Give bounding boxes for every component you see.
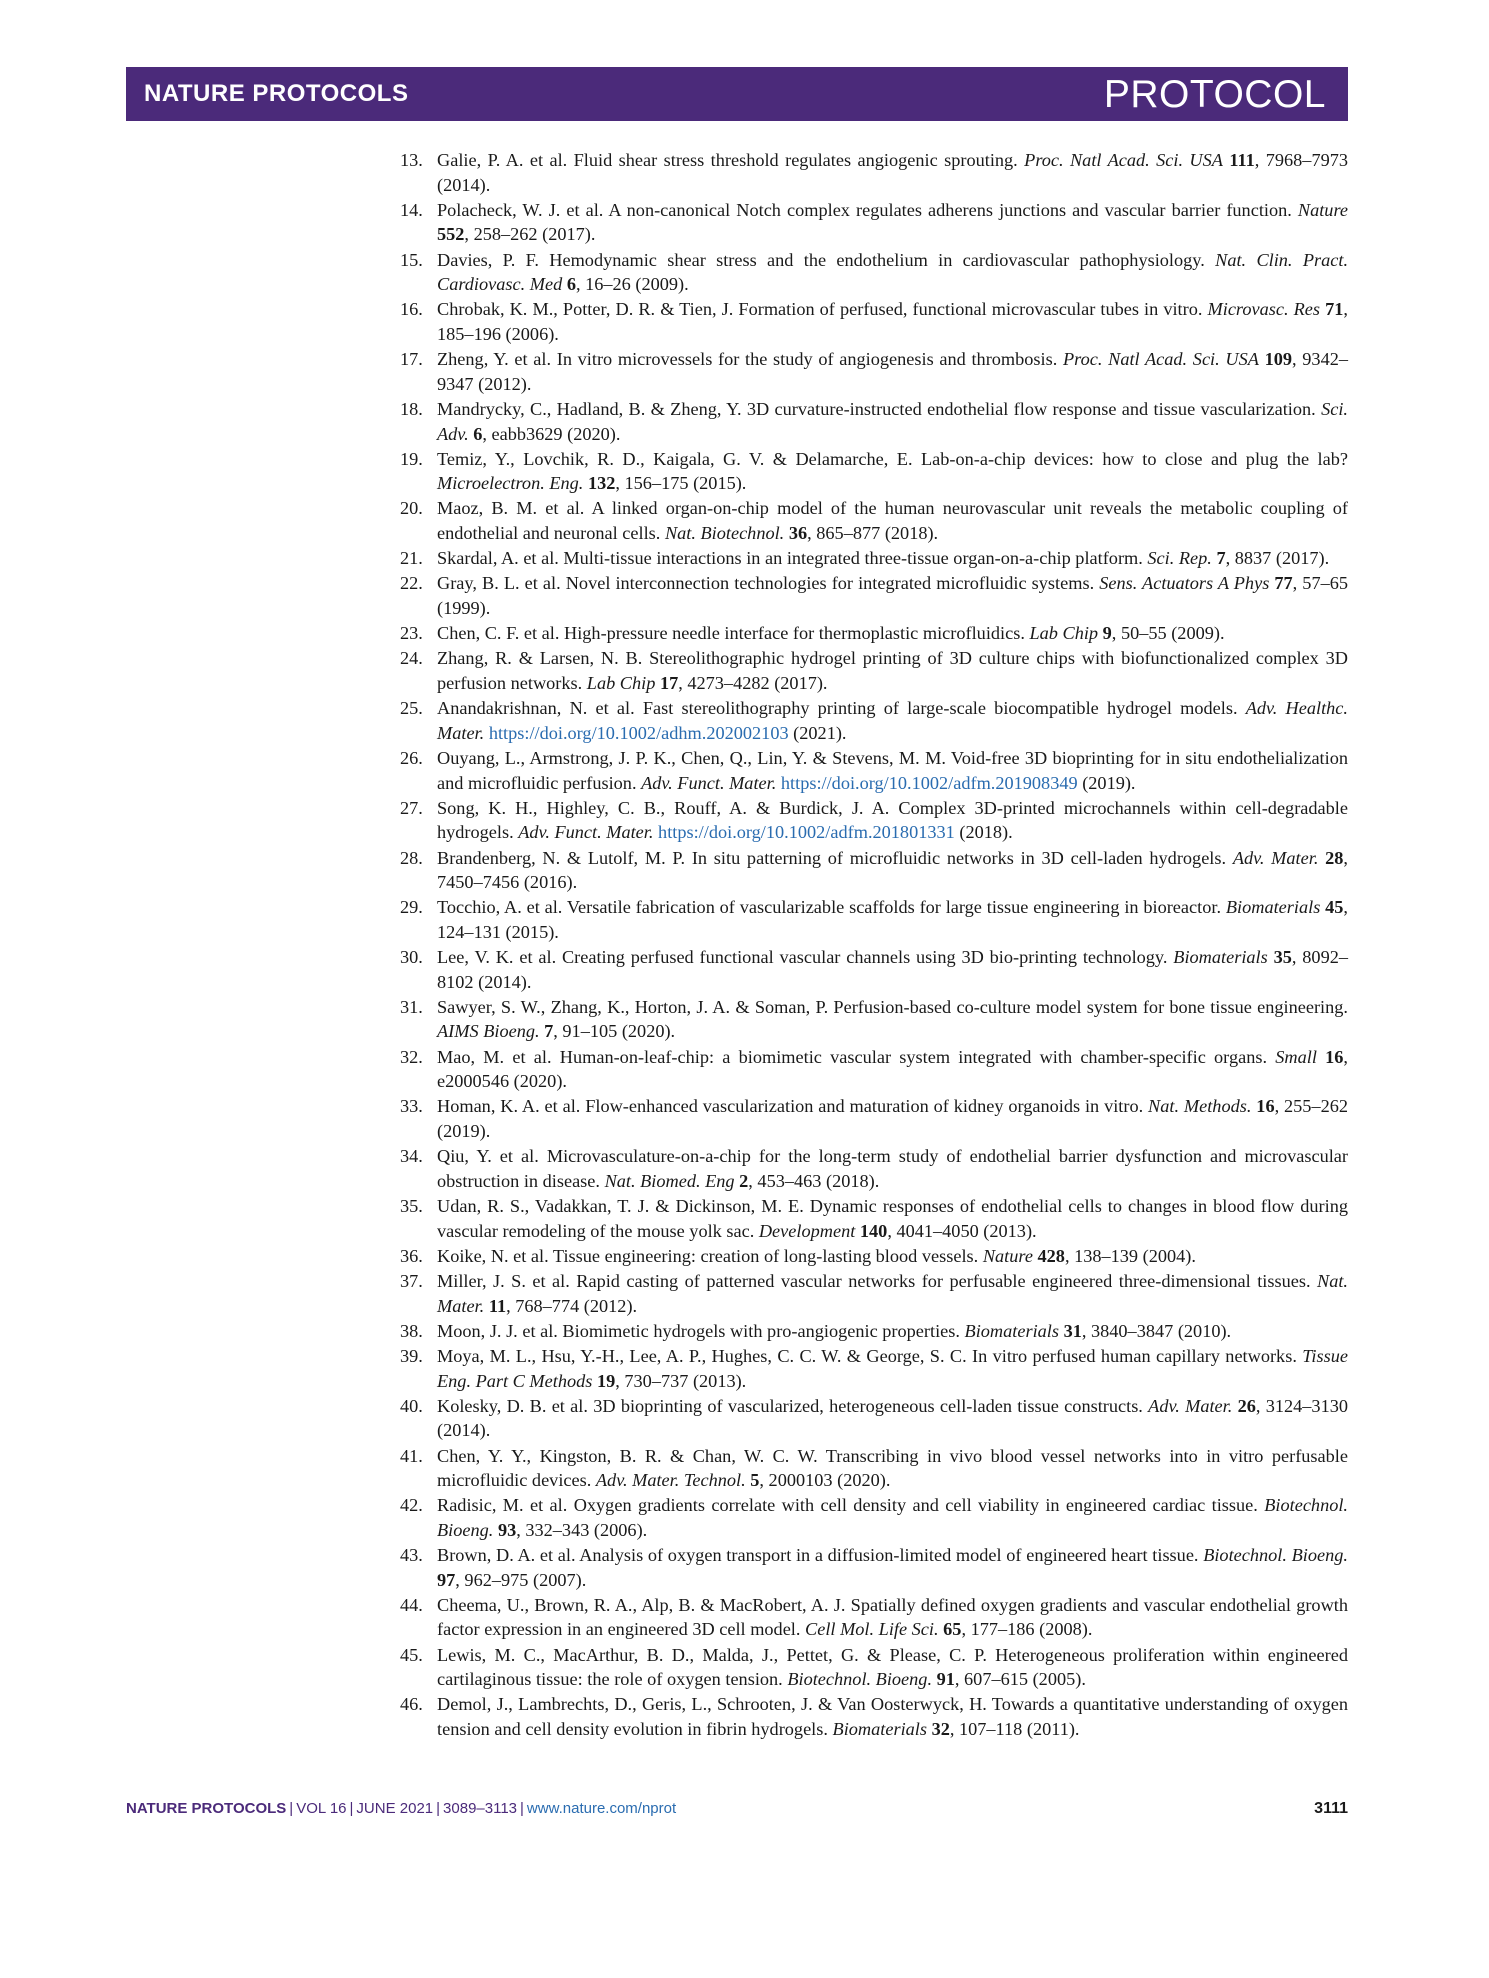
reference-pages-year: , 2000103 (2020). <box>759 1470 891 1491</box>
reference-volume: 111 <box>1229 150 1255 170</box>
reference-number: 32. <box>400 1046 423 1067</box>
reference-item <box>400 621 1348 646</box>
reference-volume: 5 <box>750 1470 760 1491</box>
reference-journal: Microvasc. Res <box>1207 299 1321 320</box>
reference-pages-year: (2021). <box>788 722 847 743</box>
reference-item <box>400 148 1348 197</box>
reference-authors-title: Ouyang, L., Armstrong, J. P. K., Chen, Q., Lin, Y. & Stevens, M. M. Void-free 3D bioprinting for in situ endothelialization and microfluidic perfusion. <box>437 747 1348 793</box>
reference-number: 40. <box>400 1395 423 1416</box>
reference-pages-year: , 258–262 (2017). <box>464 224 596 245</box>
reference-item <box>400 1643 1348 1692</box>
reference-journal: Sens. Actuators A Phys <box>1099 573 1270 594</box>
reference-pages-year: , 4273–4282 (2017). <box>678 673 828 693</box>
reference-pages-year: , 865–877 (2018). <box>807 523 939 544</box>
reference-number: 20. <box>400 498 423 519</box>
reference-item <box>400 796 1348 845</box>
reference-pages-year: , 8837 (2017). <box>1225 548 1330 569</box>
reference-volume: 26 <box>1237 1395 1256 1416</box>
reference-pages-year: , 4041–4050 (2013). <box>887 1220 1037 1241</box>
footer-pages: 3089–3113 <box>443 1800 518 1817</box>
reference-number: 22. <box>400 573 423 594</box>
reference-item <box>400 1493 1348 1542</box>
reference-journal: AIMS Bioeng. <box>437 1021 540 1042</box>
footer-separator: | <box>520 1800 524 1817</box>
reference-number: 16. <box>400 299 423 320</box>
reference-list <box>400 148 1348 1742</box>
reference-pages-year: , 453–463 (2018). <box>748 1170 880 1191</box>
reference-pages-year: , 607–615 (2005). <box>954 1669 1086 1690</box>
reference-number: 36. <box>400 1245 423 1266</box>
reference-volume: 2 <box>739 1170 749 1191</box>
reference-volume: 45 <box>1325 897 1344 918</box>
reference-item <box>400 1543 1348 1592</box>
reference-doi-link[interactable]: https://doi.org/10.1002/adhm.202002103 <box>488 722 789 743</box>
reference-number: 46. <box>400 1694 423 1715</box>
reference-authors-title: Kolesky, D. B. et al. 3D bioprinting of vascularized, heterogeneous cell-laden tissue constructs. <box>437 1395 1149 1416</box>
reference-journal: Biotechnol. Bioeng. <box>787 1669 933 1690</box>
reference-pages-year: , e2000546 (2020). <box>437 1046 1348 1092</box>
reference-journal: Nat. Methods. <box>1148 1096 1252 1117</box>
reference-journal: Proc. Natl Acad. Sci. USA <box>1024 150 1223 170</box>
reference-item <box>400 297 1348 346</box>
reference-volume: 19 <box>596 1370 616 1391</box>
reference-number: 43. <box>400 1545 423 1566</box>
reference-item <box>400 571 1348 620</box>
reference-number: 14. <box>400 199 423 220</box>
reference-authors-title: Demol, J., Lambrechts, D., Geris, L., Schrooten, J. & Van Oosterwyck, H. Towards a quantitative understanding of oxygen tension and cell density evolution in fibrin hydrogels. <box>437 1694 1348 1739</box>
reference-number: 30. <box>400 947 423 968</box>
reference-pages-year: , 107–118 (2011). <box>949 1719 1080 1739</box>
reference-journal: Proc. Natl Acad. Sci. USA <box>1063 349 1259 370</box>
reference-journal: Lab Chip <box>1029 623 1099 644</box>
reference-item <box>400 447 1348 496</box>
reference-volume: 71 <box>1325 299 1344 320</box>
reference-authors-title: Gray, B. L. et al. Novel interconnection technologies for integrated microfluidic systems. <box>437 573 1100 594</box>
reference-authors-title: Galie, P. A. et al. Fluid shear stress threshold regulates angiogenic sprouting. <box>437 150 1025 170</box>
reference-journal: Adv. Funct. Mater. <box>518 822 654 843</box>
reference-authors-title: Zheng, Y. et al. In vitro microvessels for the study of angiogenesis and thrombosis. <box>437 349 1063 370</box>
reference-volume: 17 <box>659 673 679 693</box>
reference-pages-year: , 185–196 (2006). <box>437 299 1348 344</box>
reference-journal: Development <box>758 1220 856 1241</box>
reference-pages-year: (2018). <box>954 822 1013 843</box>
reference-volume: 31 <box>1063 1320 1082 1341</box>
reference-journal: Small <box>1275 1046 1317 1067</box>
reference-authors-title: Anandakrishnan, N. et al. Fast stereolithography printing of large-scale biocompatible hydrogel models. <box>437 698 1246 719</box>
reference-authors-title: Udan, R. S., Vadakkan, T. J. & Dickinson, M. E. Dynamic responses of endothelial cells to changes in blood flow during vascular remodeling of the mouse yolk sac. <box>437 1196 1348 1241</box>
reference-journal: Adv. Mater. <box>1232 847 1319 868</box>
reference-authors-title: Temiz, Y., Lovchik, R. D., Kaigala, G. V. & Delamarche, E. Lab-on-a-chip devices: how to close and plug the lab? <box>437 448 1348 469</box>
reference-number: 18. <box>400 398 423 419</box>
reference-number: 13. <box>400 150 423 170</box>
reference-number: 25. <box>400 698 423 719</box>
footer-volume: VOL 16 <box>296 1800 347 1817</box>
footer-citation <box>126 1800 676 1817</box>
reference-volume: 97 <box>437 1569 456 1590</box>
reference-pages-year: , 7450–7456 (2016). <box>437 847 1348 893</box>
reference-number: 23. <box>400 623 423 644</box>
reference-volume: 32 <box>931 1719 950 1739</box>
reference-item <box>400 1692 1348 1741</box>
reference-number: 41. <box>400 1445 423 1466</box>
reference-volume: 16 <box>1256 1096 1275 1117</box>
reference-item <box>400 746 1348 795</box>
reference-number: 31. <box>400 996 423 1017</box>
reference-journal: Cell Mol. Life Sci. <box>805 1619 939 1640</box>
reference-journal: Tissue Eng. Part C Methods <box>437 1345 1348 1391</box>
reference-number: 24. <box>400 648 423 669</box>
reference-volume: 7 <box>1216 548 1226 569</box>
reference-pages-year: , eabb3629 (2020). <box>482 423 621 444</box>
reference-item <box>400 1593 1348 1642</box>
reference-authors-title: Lee, V. K. et al. Creating perfused functional vascular channels using 3D bio-printing technology. <box>437 947 1174 968</box>
reference-number: 15. <box>400 249 423 270</box>
reference-journal: Adv. Mater. <box>1148 1395 1233 1416</box>
reference-authors-title: Polacheck, W. J. et al. A non-canonical Notch complex regulates adherens junctions and vascular barrier function. <box>437 199 1298 220</box>
reference-item <box>400 1269 1348 1318</box>
reference-pages-year: , 124–131 (2015). <box>437 897 1348 942</box>
reference-volume: 28 <box>1325 847 1344 868</box>
reference-journal: Nat. Biomed. Eng <box>604 1170 735 1191</box>
reference-journal: Biomaterials <box>1173 947 1268 968</box>
reference-item <box>400 546 1348 571</box>
reference-item <box>400 945 1348 994</box>
reference-number: 37. <box>400 1270 423 1291</box>
reference-number: 38. <box>400 1320 423 1341</box>
reference-number: 33. <box>400 1096 423 1117</box>
reference-item <box>400 397 1348 446</box>
reference-number: 34. <box>400 1146 423 1167</box>
reference-item <box>400 1244 1348 1269</box>
reference-journal: Microelectron. Eng. <box>437 473 584 494</box>
reference-volume: 16 <box>1325 1046 1344 1067</box>
reference-number: 19. <box>400 448 423 469</box>
reference-item <box>400 846 1348 895</box>
reference-volume: 65 <box>943 1619 962 1640</box>
journal-header-bar <box>126 67 1348 121</box>
reference-number: 28. <box>400 847 423 868</box>
reference-authors-title: Skardal, A. et al. Multi-tissue interactions in an integrated three-tissue organ-on-a-chip platform. <box>437 548 1148 569</box>
footer-separator: | <box>349 1800 354 1817</box>
reference-pages-year: , 8092–8102 (2014). <box>437 947 1348 992</box>
reference-item <box>400 1094 1348 1143</box>
reference-journal: Nat. Clin. Pract. Cardiovasc. Med <box>437 249 1349 295</box>
reference-journal: Nature <box>1297 199 1348 220</box>
reference-authors-title: Qiu, Y. et al. Microvasculature-on-a-chip for the long-term study of endothelial barrier dysfunction and microvascular obstruction in disease. <box>437 1146 1348 1191</box>
reference-number: 45. <box>400 1644 423 1665</box>
reference-authors-title: Maoz, B. M. et al. A linked organ-on-chip model of the human neurovascular unit reveals the metabolic coupling of endothelial and neuronal cells. <box>437 498 1348 544</box>
reference-authors-title: Miller, J. S. et al. Rapid casting of patterned vascular networks for perfusable engineered three-dimensional tissues. <box>437 1270 1318 1291</box>
article-type: PROTOCOL <box>1103 72 1326 116</box>
reference-pages-year: , 3124–3130 (2014). <box>437 1395 1348 1441</box>
reference-number: 44. <box>400 1594 423 1615</box>
reference-authors-title: Homan, K. A. et al. Flow-enhanced vascularization and maturation of kidney organoids in vitro. <box>437 1096 1149 1117</box>
reference-volume: 77 <box>1274 573 1293 594</box>
reference-pages-year: , 3840–3847 (2010). <box>1081 1320 1232 1341</box>
reference-item <box>400 1394 1348 1443</box>
reference-pages-year: , 768–774 (2012). <box>506 1295 638 1316</box>
reference-item <box>400 995 1348 1044</box>
reference-pages-year: , 7968–7973 (2014). <box>437 150 1349 195</box>
reference-number: 17. <box>400 349 423 370</box>
reference-volume: 7 <box>544 1021 554 1042</box>
reference-pages-year: , 177–186 (2008). <box>961 1619 1093 1640</box>
reference-number: 42. <box>400 1495 423 1516</box>
journal-name: NATURE PROTOCOLS <box>144 80 409 107</box>
reference-authors-title: Sawyer, S. W., Zhang, K., Horton, J. A. & Soman, P. Perfusion-based co-culture model system for bone tissue engineering. <box>437 996 1348 1017</box>
reference-item <box>400 895 1348 944</box>
reference-authors-title: Chrobak, K. M., Potter, D. R. & Tien, J. Formation of perfused, functional microvascular tubes in vitro. <box>437 299 1208 320</box>
reference-journal: Adv. Funct. Mater. <box>641 772 777 793</box>
reference-authors-title: Lewis, M. C., MacArthur, B. D., Malda, J., Pettet, G. & Please, C. P. Heterogeneous proliferation within engineered cartilaginous tissue: the role of oxygen tension. <box>437 1644 1348 1690</box>
reference-pages-year: , 332–343 (2006). <box>516 1519 648 1540</box>
reference-volume: 109 <box>1264 349 1293 370</box>
reference-journal: Biomaterials <box>832 1719 927 1739</box>
reference-authors-title: Cheema, U., Brown, R. A., Alp, B. & MacRobert, A. J. Spatially defined oxygen gradients and vascular endothelial growth factor expression in an engineered 3D cell model. <box>437 1594 1348 1640</box>
reference-authors-title: Song, K. H., Highley, C. B., Rouff, A. & Burdick, J. A. Complex 3D-printed microchannels within cell-degradable hydrogels. <box>437 797 1348 843</box>
reference-journal: Sci. Adv. <box>437 398 1348 444</box>
reference-item <box>400 1319 1348 1344</box>
reference-journal: Lab Chip <box>586 673 656 693</box>
reference-authors-title: Chen, C. F. et al. High-pressure needle interface for thermoplastic microfluidics. <box>437 623 1030 644</box>
reference-authors-title: Mao, M. et al. Human-on-leaf-chip: a biomimetic vascular system integrated with chamber-specific organs. <box>437 1046 1276 1067</box>
reference-volume: 6 <box>473 423 483 444</box>
reference-number: 27. <box>400 797 423 818</box>
reference-volume: 9 <box>1102 623 1112 644</box>
footer-separator: | <box>289 1800 294 1817</box>
page-number: 3111 <box>1314 1800 1348 1817</box>
reference-authors-title: Zhang, R. & Larsen, N. B. Stereolithographic hydrogel printing of 3D culture chips with biofunctionalized complex 3D perfusion networks. <box>437 648 1348 693</box>
reference-pages-year: , 50–55 (2009). <box>1111 623 1225 644</box>
reference-pages-year: (2019). <box>1077 772 1136 793</box>
reference-journal: Biomaterials <box>1225 897 1321 918</box>
reference-journal: Biotechnol. Bioeng. <box>437 1495 1348 1540</box>
footer-url-link[interactable]: www.nature.com/nprot <box>526 1800 677 1817</box>
reference-pages-year: , 91–105 (2020). <box>553 1021 676 1042</box>
reference-volume: 36 <box>788 523 808 544</box>
footer-date: JUNE 2021 <box>356 1800 434 1817</box>
reference-volume: 35 <box>1273 947 1292 968</box>
reference-pages-year: , 962–975 (2007). <box>455 1569 587 1590</box>
reference-pages-year: , 57–65 (1999). <box>437 573 1349 619</box>
reference-volume: 132 <box>587 473 616 494</box>
reference-volume: 6 <box>566 274 576 295</box>
reference-number: 39. <box>400 1345 423 1366</box>
reference-journal: Adv. Mater. Technol. <box>595 1470 746 1491</box>
reference-authors-title: Radisic, M. et al. Oxygen gradients correlate with cell density and cell viability in engineered cardiac tissue. <box>437 1495 1265 1516</box>
reference-volume: 91 <box>936 1669 955 1690</box>
reference-item <box>400 1045 1348 1094</box>
reference-pages-year: , 730–737 (2013). <box>615 1370 747 1391</box>
reference-volume: 93 <box>497 1519 517 1540</box>
reference-number: 26. <box>400 747 423 768</box>
reference-volume: 428 <box>1037 1245 1065 1266</box>
reference-item <box>400 1444 1348 1493</box>
reference-authors-title: Koike, N. et al. Tissue engineering: creation of long-lasting blood vessels. <box>437 1245 983 1266</box>
reference-volume: 140 <box>859 1220 888 1241</box>
reference-item <box>400 496 1348 545</box>
reference-journal: Biomaterials <box>964 1320 1059 1341</box>
reference-authors-title: Moya, M. L., Hsu, Y.-H., Lee, A. P., Hughes, C. C. W. & George, S. C. In vitro perfused human capillary networks. <box>437 1345 1303 1366</box>
footer-journal: NATURE PROTOCOLS <box>126 1800 287 1817</box>
reference-item <box>400 198 1348 247</box>
reference-pages-year: , 9342–9347 (2012). <box>437 349 1348 394</box>
reference-authors-title: Moon, J. J. et al. Biomimetic hydrogels with pro-angiogenic properties. <box>437 1320 965 1341</box>
reference-number: 35. <box>400 1196 423 1216</box>
page-footer <box>126 1800 1348 1818</box>
reference-item <box>400 696 1348 745</box>
reference-authors-title: Davies, P. F. Hemodynamic shear stress and the endothelium in cardiovascular pathophysiology. <box>437 249 1216 270</box>
reference-volume: 552 <box>437 224 465 245</box>
reference-volume: 11 <box>488 1295 507 1316</box>
reference-authors-title: Brandenberg, N. & Lutolf, M. P. In situ patterning of microfluidic networks in 3D cell-laden hydrogels. <box>437 847 1233 868</box>
reference-item <box>400 646 1348 695</box>
reference-journal: Nat. Biotechnol. <box>664 523 785 544</box>
reference-journal: Adv. Healthc. Mater. <box>437 698 1348 743</box>
reference-item <box>400 1144 1348 1193</box>
reference-pages-year: , 138–139 (2004). <box>1064 1245 1196 1266</box>
reference-item <box>400 1344 1348 1393</box>
reference-authors-title: Chen, Y. Y., Kingston, B. R. & Chan, W. C. W. Transcribing in vivo blood vessel networks into in vitro perfusable microfluidic devices. <box>437 1445 1348 1491</box>
reference-item <box>400 1194 1348 1243</box>
reference-journal: Sci. Rep. <box>1147 548 1212 569</box>
reference-item <box>400 248 1348 297</box>
reference-pages-year: , 156–175 (2015). <box>615 473 747 494</box>
reference-doi-link[interactable]: https://doi.org/10.1002/adfm.201801331 <box>658 822 955 843</box>
reference-authors-title: Mandrycky, C., Hadland, B. & Zheng, Y. 3D curvature-instructed endothelial flow response and tissue vascularization. <box>437 398 1322 419</box>
reference-pages-year: , 16–26 (2009). <box>575 274 689 295</box>
footer-separator: | <box>436 1800 441 1817</box>
reference-journal: Biotechnol. Bioeng. <box>1203 1545 1348 1566</box>
reference-number: 29. <box>400 897 423 918</box>
reference-item <box>400 347 1348 396</box>
reference-number: 21. <box>400 548 423 569</box>
reference-doi-link[interactable]: https://doi.org/10.1002/adfm.201908349 <box>780 772 1078 793</box>
reference-authors-title: Tocchio, A. et al. Versatile fabrication of vascularizable scaffolds for large tissue engineering in bioreactor. <box>437 897 1226 918</box>
reference-authors-title: Brown, D. A. et al. Analysis of oxygen transport in a diffusion-limited model of engineered heart tissue. <box>437 1545 1204 1566</box>
reference-journal: Nature <box>982 1245 1033 1266</box>
reference-pages-year: , 255–262 (2019). <box>437 1096 1348 1142</box>
reference-journal: Nat. Mater. <box>437 1270 1348 1316</box>
